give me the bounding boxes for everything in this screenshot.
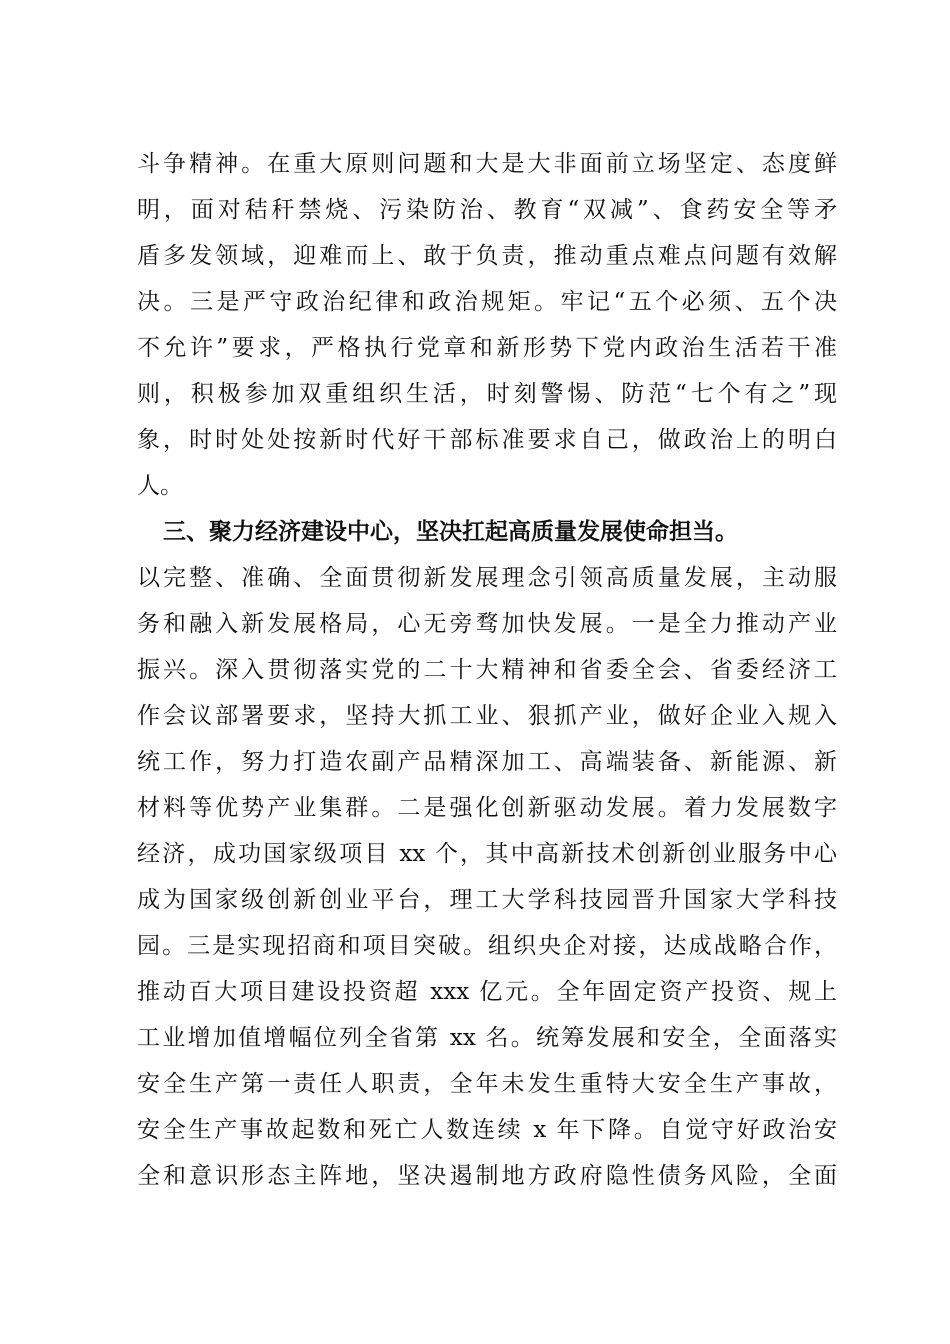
text-line: 则，积极参加双重组织生活，时刻警惕、防范“七个有之”现 <box>137 381 837 407</box>
text-line: 振兴。深入贯彻落实党的二十大精神和省委全会、省委经济工 <box>137 657 837 683</box>
text-line: 务和融入新发展格局，心无旁骛加快发展。一是全力推动产业 <box>137 611 837 637</box>
text-line: 园。三是实现招商和项目突破。组织央企对接，达成战略合作， <box>137 933 837 959</box>
text-line: 作会议部署要求，坚持大抓工业、狠抓产业，做好企业入规入 <box>137 703 837 729</box>
text-line: 盾多发领域，迎难而上、敢于负责，推动重点难点问题有效解 <box>137 243 837 269</box>
text-line: 人。 <box>137 473 183 499</box>
text-line: 斗争精神。在重大原则问题和大是大非面前立场坚定、态度鲜 <box>137 151 837 177</box>
text-line: 推动百大项目建设投资超 xxx 亿元。全年固定资产投资、规上 <box>137 979 837 1005</box>
text-line: 工业增加值增幅位列全省第 xx 名。统筹发展和安全，全面落实 <box>137 1025 837 1051</box>
text-line: 全和意识形态主阵地，坚决遏制地方政府隐性债务风险，全面 <box>137 1163 837 1189</box>
text-line: 材料等优势产业集群。二是强化创新驱动发展。着力发展数字 <box>137 795 837 821</box>
text-line: 明，面对秸秆禁烧、污染防治、教育“双减”、食药安全等矛 <box>137 197 837 223</box>
text-line: 以完整、准确、全面贯彻新发展理念引领高质量发展，主动服 <box>137 565 837 591</box>
text-line: 象，时时处处按新时代好干部标准要求自己，做政治上的明白 <box>137 427 837 453</box>
text-line: 决。三是严守政治纪律和政治规矩。牢记“五个必须、五个决 <box>137 289 837 315</box>
document-page <box>137 141 837 1199</box>
text-line: 统工作，努力打造农副产品精深加工、高端装备、新能源、新 <box>137 749 837 775</box>
text-line: 经济，成功国家级项目 xx 个，其中高新技术创新创业服务中心 <box>137 841 837 867</box>
text-line: 成为国家级创新创业平台，理工大学科技园晋升国家大学科技 <box>137 887 837 913</box>
section-heading: 三、聚力经济建设中心，坚决扛起高质量发展使命担当。 <box>163 519 738 545</box>
text-line: 安全生产第一责任人职责，全年未发生重特大安全生产事故， <box>137 1071 837 1097</box>
text-line: 不允许”要求，严格执行党章和新形势下党内政治生活若干准 <box>137 335 837 361</box>
text-line: 安全生产事故起数和死亡人数连续 x 年下降。自觉守好政治安 <box>137 1117 837 1143</box>
